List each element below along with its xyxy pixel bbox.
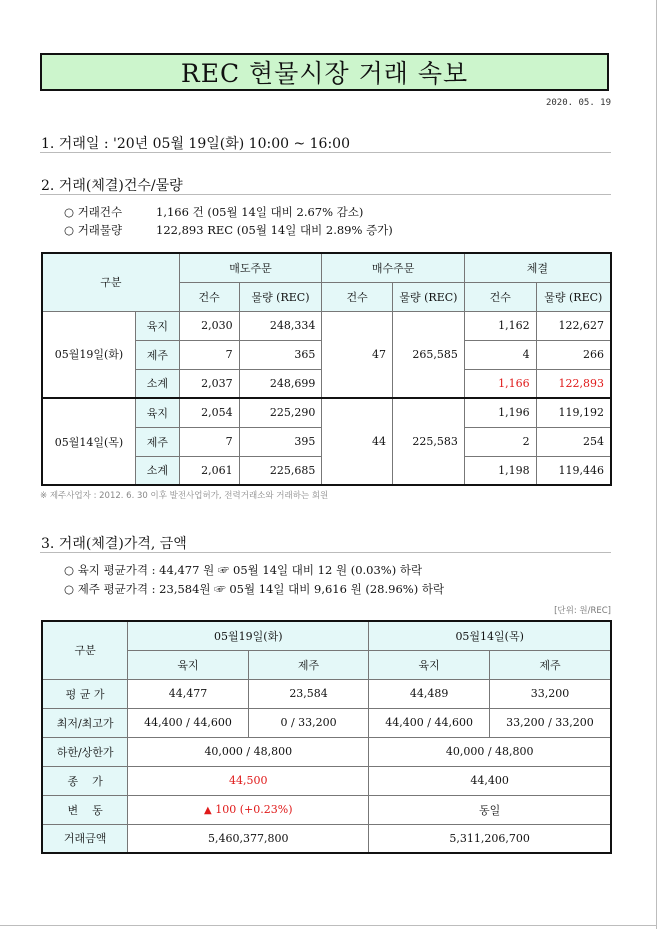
deal-volume: 119,192: [536, 398, 611, 427]
table-row: [42, 311, 611, 340]
deal-volume: 266: [536, 340, 611, 369]
row-label-limit: 하한/상한가: [42, 737, 128, 766]
sub-deal-count: 건수: [464, 282, 536, 311]
row-label: 소계: [135, 456, 179, 485]
trade-count-line: [64, 204, 363, 220]
buy-volume: 225,583: [393, 398, 465, 485]
buy-count: 44: [322, 398, 393, 485]
limit-value: 40,000 / 48,800: [369, 737, 611, 766]
buy-count: 47: [322, 311, 393, 398]
footnote: ※ 제주사업자 : 2012. 6. 30 이후 발전사업허가, 전력거래소와 거래하는 회원: [40, 491, 329, 501]
table-row: [42, 795, 611, 824]
deal-count: 1,198: [464, 456, 536, 485]
date-header-2: 05월14일(목): [369, 621, 611, 650]
date-header-1: 05월19일(화): [128, 621, 369, 650]
amount-value: 5,311,206,700: [369, 824, 611, 853]
deal-count: 1,196: [464, 398, 536, 427]
section1-rule: [40, 152, 611, 153]
minmax-value: 33,200 / 33,200: [489, 708, 611, 737]
row-label: 제주: [135, 427, 179, 456]
unit-label: [단위: 원/REC]: [554, 606, 611, 616]
section2-heading: 2. 거래(체결)건수/물량: [41, 178, 183, 194]
change-value-highlight: [128, 795, 369, 824]
deal-count: 4: [464, 340, 536, 369]
group-sell: 매도주문: [179, 253, 322, 282]
row-label-change: 변 동: [42, 795, 128, 824]
deal-count: 1,162: [464, 311, 536, 340]
row-label-minmax: 최저/최고가: [42, 708, 128, 737]
section2-rule: [40, 194, 611, 195]
section1-heading: 1. 거래일 : '20년 05월 19일(화) 10:00 ~ 16:00: [41, 136, 350, 152]
avg-value: 44,489: [369, 679, 490, 708]
sell-count: 7: [179, 340, 239, 369]
minmax-value: 44,400 / 44,600: [369, 708, 490, 737]
sell-volume: 225,685: [239, 456, 322, 485]
table-row: [42, 766, 611, 795]
block-date: 05월14일(목): [42, 398, 135, 485]
sell-volume: 248,699: [239, 369, 322, 398]
sell-count: 2,054: [179, 398, 239, 427]
row-label-avg: 평 균 가: [42, 679, 128, 708]
table-row: [42, 679, 611, 708]
group-deal: 체결: [464, 253, 611, 282]
trade-volume-line: [64, 222, 393, 238]
section3-heading: 3. 거래(체결)가격, 금액: [41, 536, 187, 552]
deal-count: 2: [464, 427, 536, 456]
trade-count-label: ○ 거래건수: [64, 205, 123, 219]
sell-count: 2,030: [179, 311, 239, 340]
row-label: 육지: [135, 311, 179, 340]
section3-rule: [40, 552, 611, 553]
sub-mainland: 육지: [369, 650, 490, 679]
group-buy: 매수주문: [322, 253, 465, 282]
row-label-close: 종 가: [42, 766, 128, 795]
sub-buy-count: 건수: [322, 282, 393, 311]
table1-corner: 구분: [42, 253, 179, 311]
sub-sell-count: 건수: [179, 282, 239, 311]
report-date: 2020. 05. 19: [545, 98, 611, 108]
avg-value: 23,584: [248, 679, 369, 708]
row-label: 소계: [135, 369, 179, 398]
deal-volume-highlight: 122,893: [536, 369, 611, 398]
minmax-value: 44,400 / 44,600: [128, 708, 249, 737]
trade-volume-label: ○ 거래물량: [64, 223, 123, 237]
trade-count-text: 1,166 건 (05월 14일 대비 2.67% 감소): [156, 205, 364, 219]
change-value: 동일: [369, 795, 611, 824]
report-title: REC 현물시장 거래 속보: [40, 53, 609, 91]
table-row: [42, 708, 611, 737]
row-label: 육지: [135, 398, 179, 427]
sell-volume: 248,334: [239, 311, 322, 340]
row-label: 제주: [135, 340, 179, 369]
limit-value: 40,000 / 48,800: [128, 737, 369, 766]
jeju-price-line: ○ 제주 평균가격 : 23,584원 ☞ 05월 14일 대비 9,616 원 (28.96%) 하락: [64, 582, 445, 596]
sub-sell-vol: 물량 (REC): [239, 282, 322, 311]
sell-volume: 395: [239, 427, 322, 456]
deal-volume: 119,446: [536, 456, 611, 485]
table-row: [42, 398, 611, 427]
sub-deal-vol: 물량 (REC): [536, 282, 611, 311]
deal-volume: 254: [536, 427, 611, 456]
minmax-value: 0 / 33,200: [248, 708, 369, 737]
price-table: [41, 620, 612, 854]
table-row: [42, 737, 611, 766]
sell-count: 2,061: [179, 456, 239, 485]
close-value: 44,400: [369, 766, 611, 795]
avg-value: 44,477: [128, 679, 249, 708]
table-row: [42, 824, 611, 853]
sub-jeju: 제주: [489, 650, 611, 679]
deal-count-highlight: 1,166: [464, 369, 536, 398]
page-edge-bottom: [0, 925, 657, 926]
sell-count: 7: [179, 427, 239, 456]
buy-volume: 265,585: [393, 311, 465, 398]
sub-mainland: 육지: [128, 650, 249, 679]
block-date: 05월19일(화): [42, 311, 135, 398]
triangle-up-icon: ▲: [204, 805, 212, 816]
avg-value: 33,200: [489, 679, 611, 708]
mainland-price-line: ○ 육지 평균가격 : 44,477 원 ☞ 05월 14일 대비 12 원 (0.03%) 하락: [64, 563, 423, 577]
sell-volume: 365: [239, 340, 322, 369]
sell-count: 2,037: [179, 369, 239, 398]
change-amount: 100 (+0.23%): [215, 803, 293, 816]
amount-value: 5,460,377,800: [128, 824, 369, 853]
sub-buy-vol: 물량 (REC): [393, 282, 465, 311]
sub-jeju: 제주: [248, 650, 369, 679]
row-label-amount: 거래금액: [42, 824, 128, 853]
trade-volume-text: 122,893 REC (05월 14일 대비 2.89% 증가): [156, 223, 393, 237]
sell-volume: 225,290: [239, 398, 322, 427]
close-value-highlight: 44,500: [128, 766, 369, 795]
table2-corner: 구분: [42, 621, 128, 679]
deal-volume: 122,627: [536, 311, 611, 340]
volume-table: [41, 252, 612, 486]
